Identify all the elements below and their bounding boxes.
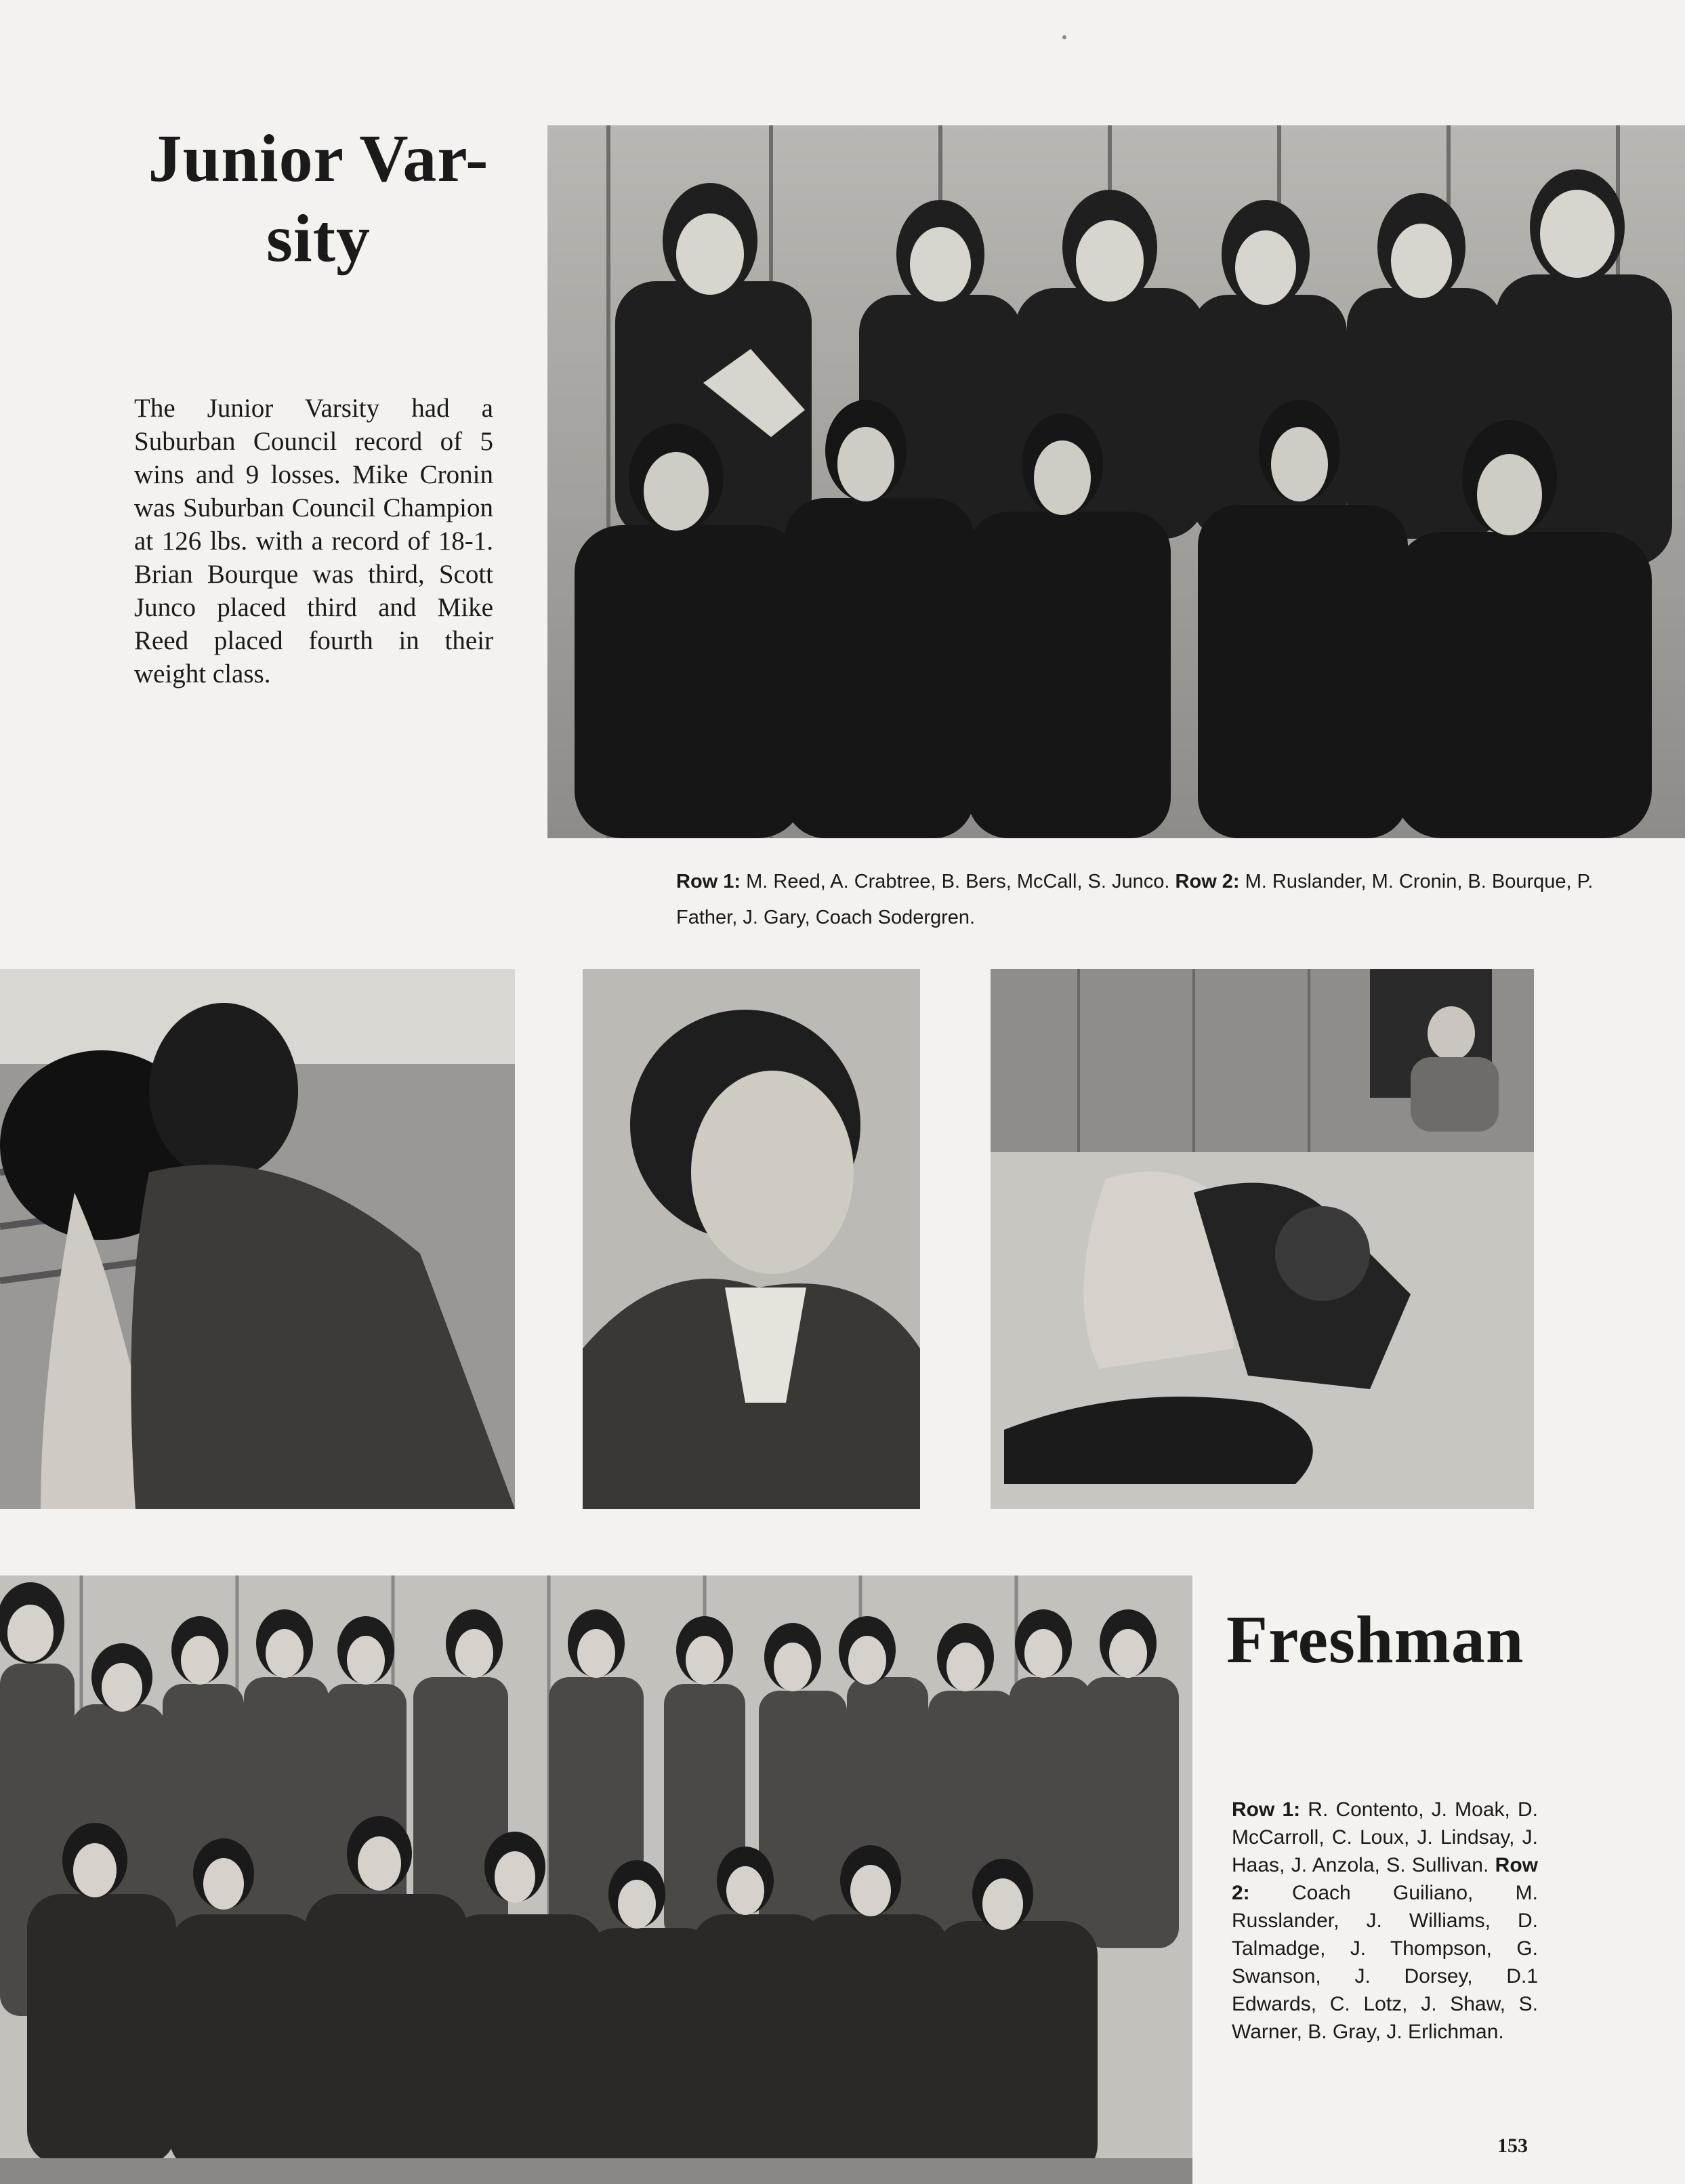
freshman-caption xyxy=(1232,1796,1538,2046)
fr-caption-row2-names: Coach Guiliano, M. Russlander, J. Williams, D. Talmadge, J. Thompson, G. Swanson, J. Dorsey, D.1 Edwards, C. Lotz, J. Shaw, S. Warner, B. Gray, J. Erlichman. xyxy=(1232,1882,1538,2043)
jv-caption-row1-names: M. Reed, A. Crabtree, B. Bers, McCall, S. Junco. xyxy=(741,871,1176,892)
fr-caption-row1-names: R. Contento, J. Moak, D. McCarroll, C. Loux, J. Lindsay, J. Haas, J. Anzola, S. Sullivan. xyxy=(1232,1798,1539,1876)
junior-varsity-title xyxy=(122,119,515,279)
jv-caption-row1-label: Row 1: xyxy=(676,871,741,892)
freshman-team-photo xyxy=(0,1575,1192,2184)
wrestling-match-photo xyxy=(991,969,1534,1509)
page-number: 153 xyxy=(1497,2135,1528,2157)
junior-varsity-caption xyxy=(676,864,1611,936)
wrestler-and-coach-photo xyxy=(0,969,515,1509)
junior-varsity-summary: The Junior Varsity had a Suburban Council record of 5 wins and 9 losses. Mike Cronin was Suburban Council Champion at 126 lbs. with a record of 18-1. Brian Bourque was third, Scott Junco placed third and Mike Reed placed fourth in their weight class. xyxy=(134,394,493,688)
fr-caption-row1-label: Row 1: xyxy=(1232,1798,1301,1821)
junior-varsity-title-line2: sity xyxy=(266,201,371,276)
jv-caption-row2-names: M. Ruslander, M. Cronin, B. Bourque, P. Father, J. Gary, Coach Sodergren. xyxy=(676,871,1594,928)
junior-varsity-team-photo xyxy=(547,125,1685,838)
coach-portrait-photo xyxy=(583,969,920,1509)
fr-caption-row2-label: Row 2: xyxy=(1232,1854,1538,1904)
freshman-title: Freshman xyxy=(1226,1602,1524,1677)
print-speck xyxy=(1062,35,1066,39)
junior-varsity-title-line1: Junior Var- xyxy=(148,121,489,196)
jv-caption-row2-label: Row 2: xyxy=(1175,871,1240,892)
